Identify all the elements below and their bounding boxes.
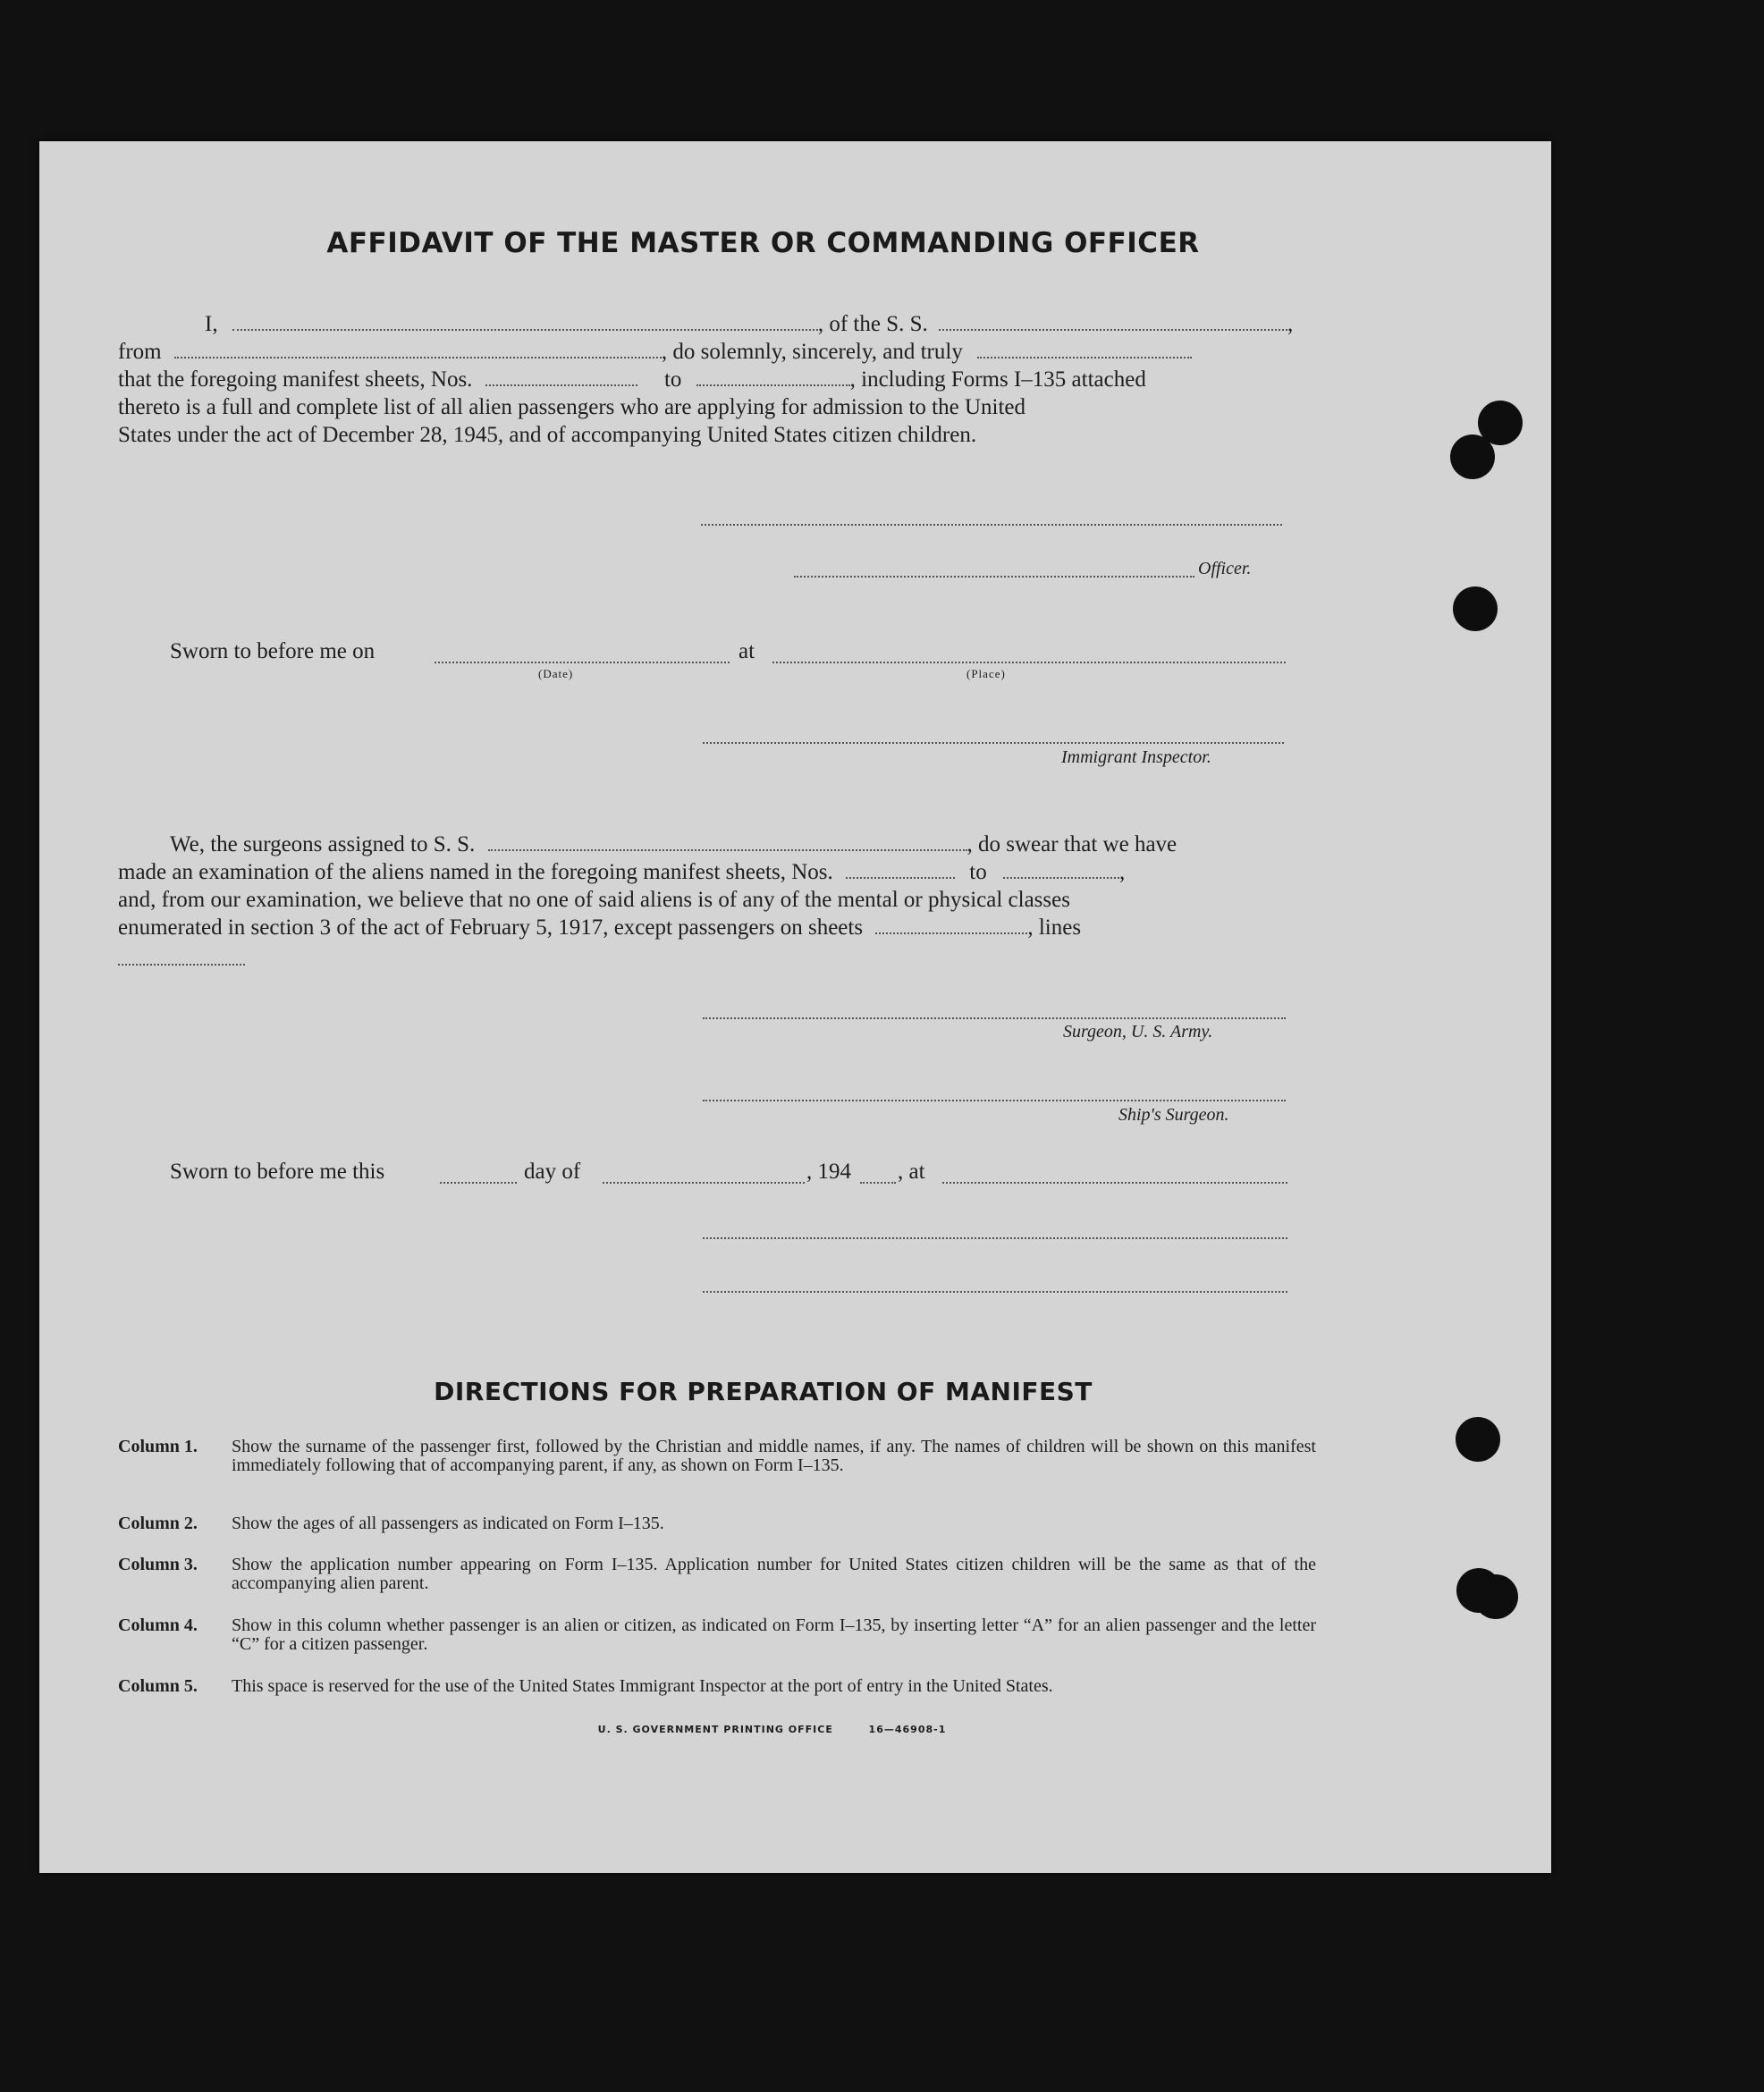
punch-hole: [1450, 434, 1495, 479]
port-from-field[interactable]: [174, 339, 662, 359]
sworn-place-field-2[interactable]: [942, 1182, 1287, 1184]
sworn-month-field[interactable]: [603, 1182, 805, 1184]
surgeons-sheet-from-field[interactable]: [846, 859, 955, 879]
sworn-date-field[interactable]: [435, 662, 730, 663]
direction-label: Column 5.: [118, 1676, 198, 1696]
direction-text: Show in this column whether passenger is an alien or citizen, as indicated on Form I–135, by inserting letter “A” for an alien passenger and the letter “C” for a citizen passenger.: [232, 1615, 1316, 1654]
direction-text: Show the application number appearing on Form I–135. Application number for United States citizen children will be the same as that of the accompanying alien parent.: [232, 1555, 1316, 1593]
printer-footer: [16, 1724, 1528, 1735]
text-enumerated: enumerated in section 3 of the act of February 5, 1917, except passengers on sheets: [118, 915, 864, 940]
text-including-forms: , including Forms I–135 attached: [849, 367, 1146, 392]
direction-item: [118, 1514, 1316, 1536]
sworn-line-1: [170, 638, 375, 665]
text-of-the-ss: , of the S. S.: [817, 312, 928, 336]
punch-hole: [1456, 1417, 1500, 1462]
surgeons-ship-field[interactable]: [488, 831, 967, 851]
text-day-of: day of: [524, 1160, 581, 1184]
text-to: to: [969, 860, 987, 884]
inspector-title-line-2[interactable]: [703, 1291, 1287, 1293]
text-sworn-this: Sworn to before me this: [170, 1160, 385, 1184]
place-caption: (Place): [966, 667, 1006, 680]
direction-item: [118, 1616, 1316, 1656]
surgeons-line-2: [118, 859, 1328, 886]
form-number: 16—46908-1: [868, 1724, 947, 1735]
surgeons-line-4: [118, 915, 1328, 941]
text-i: I,: [205, 312, 218, 336]
sworn-year-field[interactable]: [860, 1182, 896, 1184]
inspector-caption: Immigrant Inspector.: [1061, 747, 1211, 767]
except-sheets-field[interactable]: [875, 915, 1027, 934]
affidavit-line-2: [118, 339, 1328, 366]
text-sworn-on: Sworn to before me on: [170, 639, 376, 663]
master-signature-line[interactable]: [701, 524, 1282, 526]
sheet-from-field[interactable]: [485, 367, 637, 386]
army-surgeon-signature-line[interactable]: [703, 1017, 1286, 1019]
punch-hole: [1473, 1574, 1518, 1619]
ship-surgeon-caption: Ship's Surgeon.: [1118, 1105, 1229, 1125]
direction-label: Column 3.: [118, 1555, 198, 1574]
direction-item: [118, 1556, 1316, 1595]
direction-text: Show the surname of the passenger first, followed by the Christian and middle names, if any. The names of children will be shown on this manifest immediately following that of accompanying parent, if any, as shown on Form I–135.: [232, 1437, 1316, 1475]
sworn-line-2: [170, 1159, 384, 1185]
printer-name: U. S. GOVERNMENT PRINTING OFFICE: [597, 1724, 833, 1735]
affidavit-line-4: thereto is a full and complete list of all alien passengers who are applying for admission to the United: [118, 395, 1026, 419]
direction-label: Column 2.: [118, 1514, 198, 1533]
text-do-swear: , do swear that we have: [966, 832, 1177, 856]
surgeons-line-1: [170, 831, 1328, 858]
army-surgeon-caption: Surgeon, U. S. Army.: [1063, 1022, 1213, 1042]
affidavit-line-5: States under the act of December 28, 1945, and of accompanying United States citizen children.: [118, 423, 977, 447]
affidavit-title: AFFIDAVIT OF THE MASTER OR COMMANDING OFFICER: [326, 227, 1200, 259]
text-to: to: [663, 367, 682, 392]
surgeons-line-3: and, from our examination, we believe that no one of said aliens is of any of the mental or physical classes: [118, 888, 1070, 912]
ship-surgeon-signature-line[interactable]: [703, 1100, 1286, 1101]
text-year-194: , 194: [806, 1160, 851, 1184]
punch-hole: [1453, 586, 1498, 631]
surgeons-sheet-to-field[interactable]: [1003, 859, 1119, 879]
text-comma: ,: [1118, 860, 1126, 884]
sworn-place-field[interactable]: [772, 662, 1286, 663]
oath-field[interactable]: [977, 339, 1192, 359]
affidavit-line-3: [118, 367, 1328, 393]
direction-item: [118, 1438, 1316, 1495]
text-lines: , lines: [1027, 915, 1082, 940]
date-caption: (Date): [538, 667, 574, 680]
form-page: [39, 141, 1551, 1873]
direction-item: [118, 1677, 1316, 1717]
text-surgeons-assigned: We, the surgeons assigned to S. S.: [170, 832, 476, 856]
affidavit-line-1: [162, 311, 1328, 338]
directions-title: DIRECTIONS FOR PREPARATION OF MANIFEST: [434, 1377, 1093, 1406]
text-examination: made an examination of the aliens named in the foregoing manifest sheets, Nos.: [118, 860, 833, 884]
text-manifest-sheets: that the foregoing manifest sheets, Nos.: [118, 367, 473, 392]
sheet-to-field[interactable]: [696, 367, 850, 386]
ship-name-field[interactable]: [939, 311, 1287, 331]
direction-text: This space is reserved for the use of the United States Immigrant Inspector at the port of entry in the United States.: [232, 1676, 1053, 1696]
direction-label: Column 1.: [118, 1437, 198, 1456]
text-from: from: [118, 340, 162, 364]
direction-label: Column 4.: [118, 1615, 198, 1635]
inspector-signature-line[interactable]: [703, 742, 1284, 744]
inspector-signature-line-2[interactable]: [703, 1237, 1287, 1239]
sworn-day-field[interactable]: [440, 1182, 517, 1184]
text-at: at: [739, 639, 755, 663]
text-solemnly: , do solemnly, sincerely, and truly: [661, 340, 963, 364]
except-lines-field[interactable]: [118, 964, 245, 966]
text-comma: ,: [1287, 312, 1294, 336]
officer-caption: Officer.: [1198, 559, 1252, 578]
officer-signature-line[interactable]: [794, 576, 1194, 578]
direction-text: Show the ages of all passengers as indicated on Form I–135.: [232, 1514, 664, 1533]
master-name-field[interactable]: [232, 311, 818, 331]
text-at-2: , at: [898, 1160, 925, 1184]
